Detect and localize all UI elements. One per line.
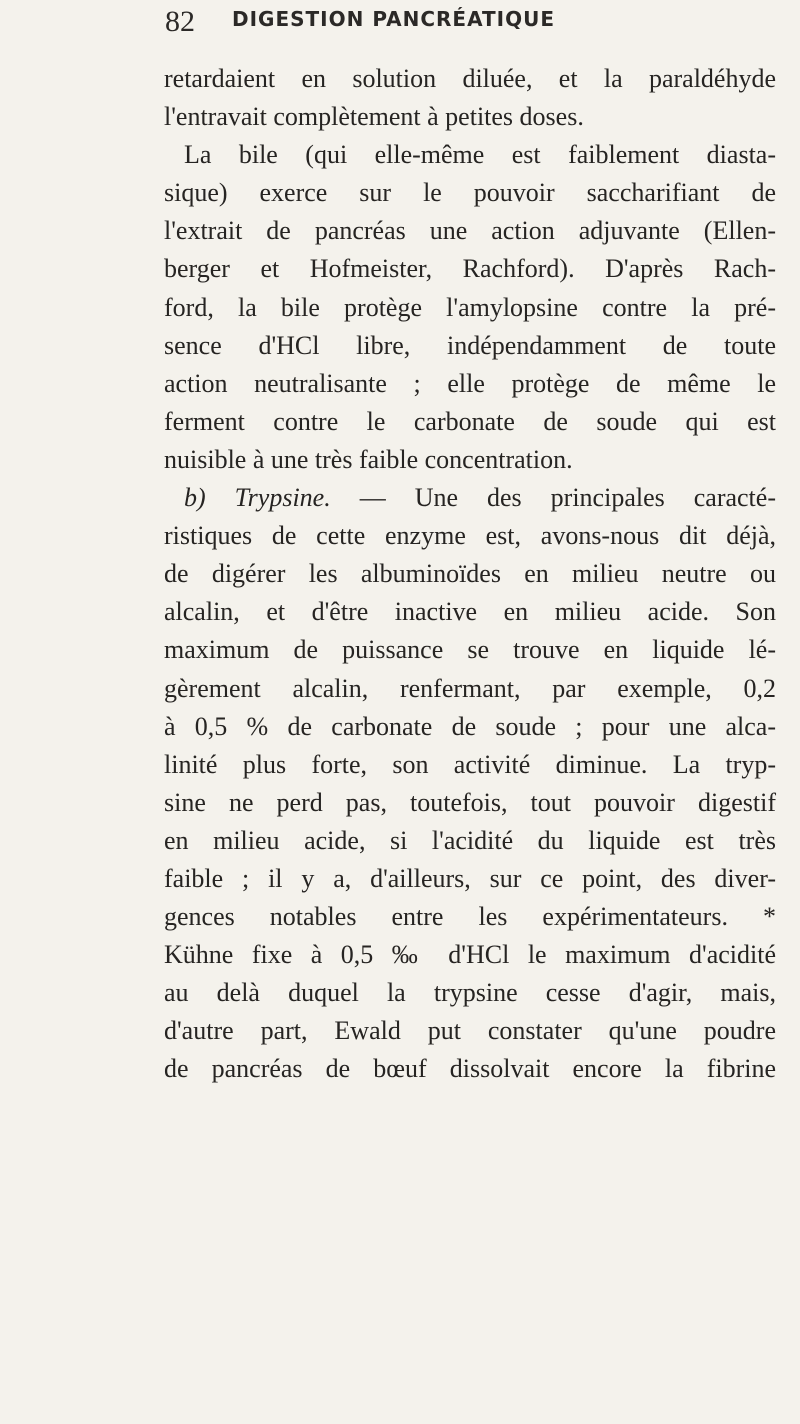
text-line: maximum de puissance se trouve en liquide lé- [164,635,776,665]
text-line: sine ne perd pas, toutefois, tout pouvoir digestif [164,787,776,817]
text-line: de digérer les albuminoïdes en milieu neutre ou [164,559,776,589]
text-line: action neutralisante ; elle protège de même le [164,368,776,398]
text-line: alcalin, et d'être inactive en milieu acide. Son [164,597,776,627]
text-line: à 0,5 % de carbonate de soude ; pour une alca- [164,711,776,741]
text-line: retardaient en solution diluée, et la paraldéhyde [164,64,776,93]
text-line: ferment contre le carbonate de soude qui est [164,406,776,436]
text-line: nuisible à une très faible concentration. [164,444,573,474]
section-label: b) Trypsine. [184,483,331,513]
text-line: l'entravait complètement à petites doses. [164,102,584,132]
text-line: linité plus forte, son activité diminue. La tryp- [164,749,776,779]
text-line: ford, la bile protège l'amylopsine contre la pré- [164,292,776,322]
section-heading-line [164,479,776,517]
text-line: ristiques de cette enzyme est, avons-nous dit déjà, [164,521,776,551]
text-line: d'autre part, Ewald put constater qu'une poudre [164,1016,776,1046]
text-line: au delà duquel la trypsine cesse d'agir, mais, [164,978,776,1008]
text-line: en milieu acide, si l'acidité du liquide est très [164,825,776,855]
section-heading-rest: — Une des principales caracté- [330,483,776,513]
text-line: faible ; il y a, d'ailleurs, sur ce point, des diver- [164,863,776,893]
text-line: La bile (qui elle-même est faiblement diasta- [184,140,776,170]
running-title: DIGESTION PANCRÉATIQUE [232,7,556,31]
text-line: gèrement alcalin, renfermant, par exemple, 0,2 [164,673,776,703]
text-line: gences notables entre les expérimentateurs. * [164,902,776,932]
text-line: l'extrait de pancréas une action adjuvante (Ellen- [164,216,776,246]
text-line: Kühne fixe à 0,5 ‰ d'HCl le maximum d'acidité [164,940,776,970]
text-line: berger et Hofmeister, Rachford). D'après Rach- [164,254,776,284]
text-line: sence d'HCl libre, indépendamment de toute [164,330,776,360]
text-line: de pancréas de bœuf dissolvait encore la fibrine [164,1054,776,1084]
text-line: sique) exerce sur le pouvoir saccharifiant de [164,178,776,208]
page-number: 82 [165,5,195,38]
body-text [164,60,776,1089]
